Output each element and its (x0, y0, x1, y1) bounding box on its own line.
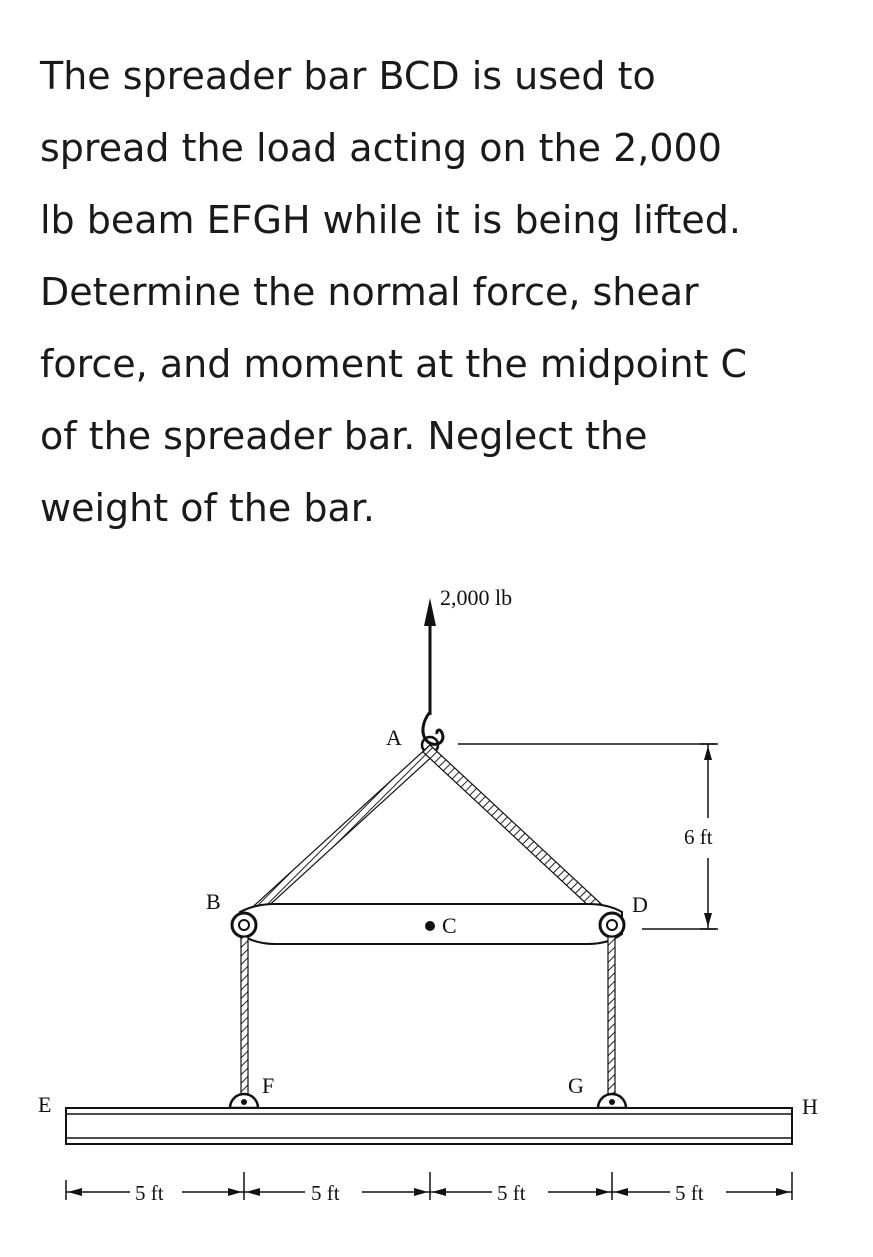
point-label-e: E (38, 1092, 52, 1117)
problem-line: The spreader bar BCD is used to (40, 54, 656, 98)
point-label-b: B (206, 889, 221, 914)
point-label-g: G (568, 1073, 584, 1098)
problem-line: weight of the bar. (40, 486, 375, 530)
problem-line: of the spreader bar. Neglect the (40, 414, 648, 458)
cable-bf (241, 937, 248, 1099)
span-label-fc: 5 ft (311, 1181, 340, 1205)
point-label-h: H (802, 1094, 818, 1119)
cable-dg (608, 937, 615, 1099)
point-label-f: F (262, 1073, 275, 1098)
problem-line: spread the load acting on the 2,000 (40, 126, 722, 170)
load-arrow (424, 598, 436, 715)
midpoint-c-dot (425, 921, 435, 931)
point-label-c: C (442, 913, 457, 938)
problem-line: lb beam EFGH while it is being lifted. (40, 198, 741, 242)
height-label: 6 ft (684, 825, 713, 849)
point-label-a: A (386, 725, 402, 750)
cable-ab (245, 745, 437, 921)
cable-ad (423, 745, 612, 921)
point-label-d: D (632, 892, 648, 917)
span-label-cg: 5 ft (497, 1181, 526, 1205)
span-label-gh: 5 ft (675, 1181, 704, 1205)
load-label: 2,000 lb (440, 585, 513, 610)
span-label-ef: 5 ft (135, 1181, 164, 1205)
problem-line: force, and moment at the midpoint C (40, 342, 748, 386)
problem-line: Determine the normal force, shear (40, 270, 699, 314)
beam-efgh (66, 1108, 792, 1144)
